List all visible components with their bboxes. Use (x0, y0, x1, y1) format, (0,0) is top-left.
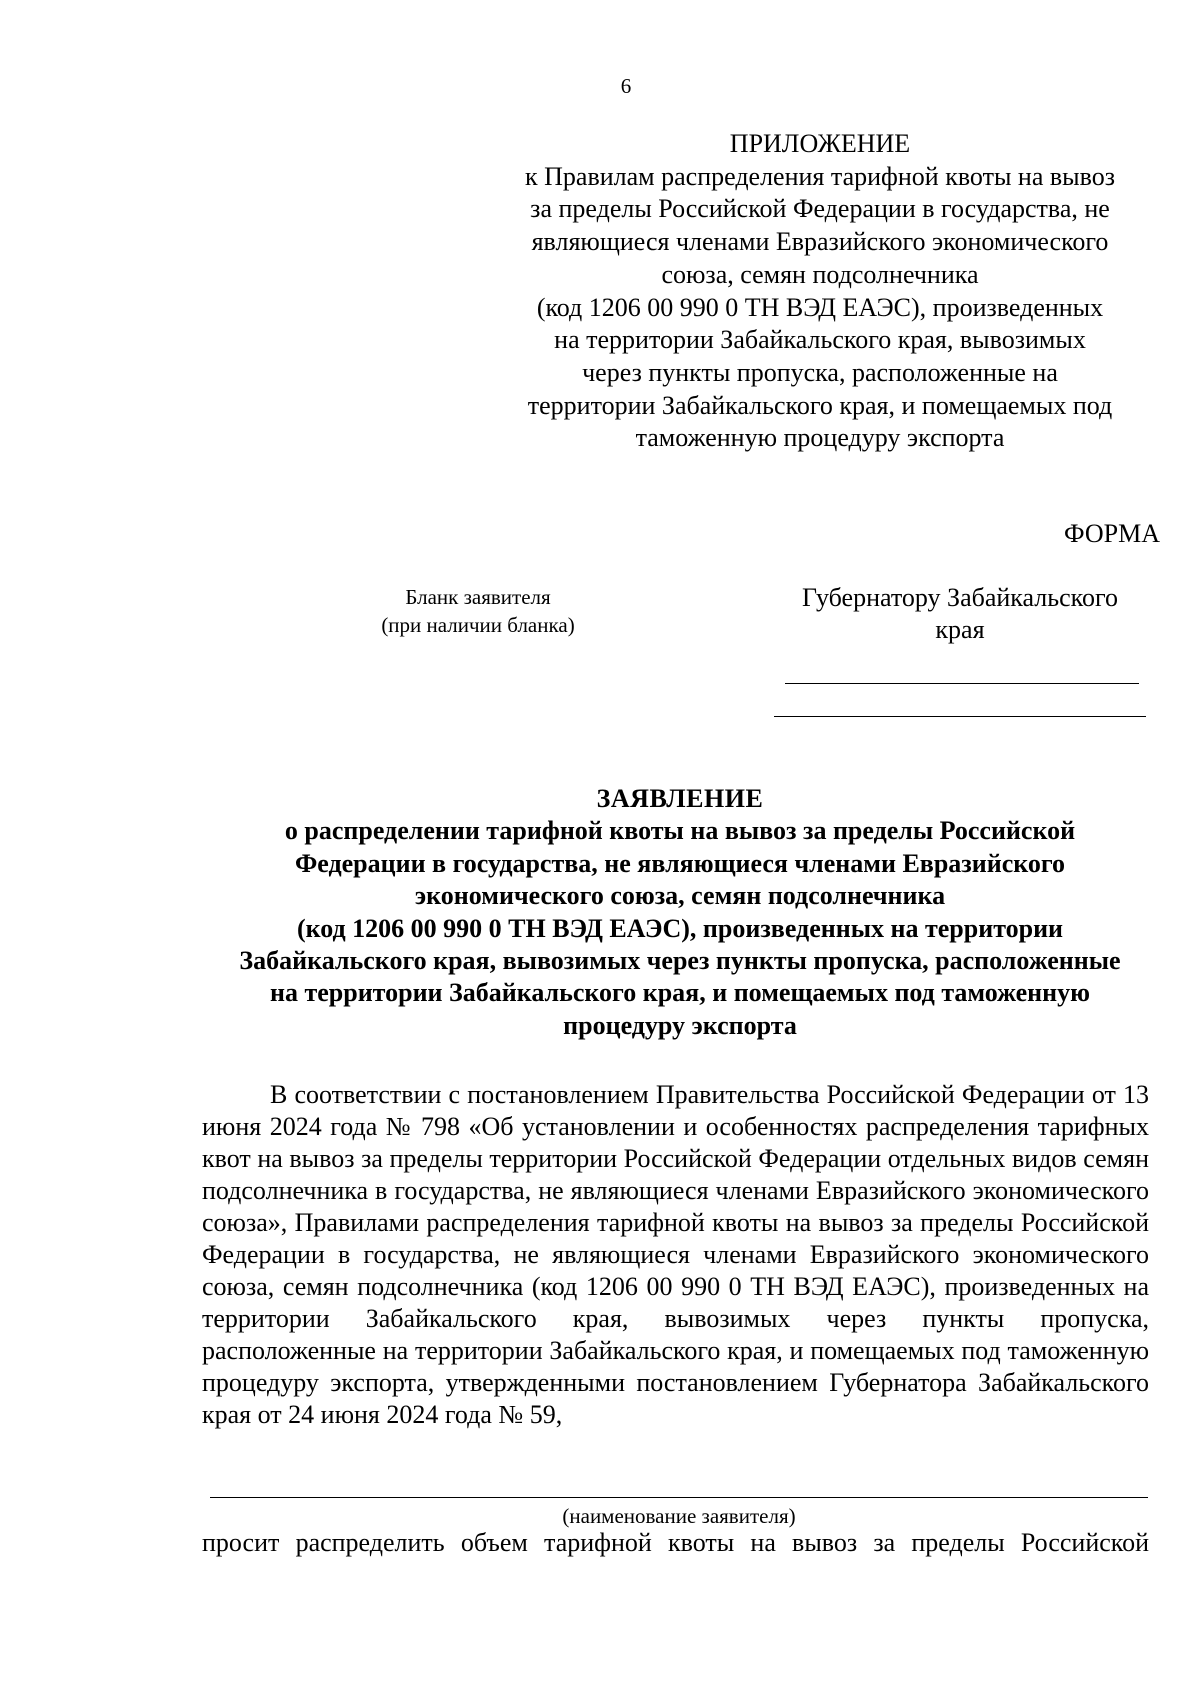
statement-title-line: о распределении тарифной квоты на вывоз за пределы Российской (284, 816, 1076, 846)
statement-heading: ЗАЯВЛЕНИЕ (596, 784, 764, 813)
request-text: просит распределить объем тарифной квоты на вывоз за пределы Российской (202, 1528, 1149, 1557)
appendix-line: таможенную процедуру экспорта (635, 423, 1005, 453)
addressee-line: края (935, 615, 985, 644)
page-number: 6 (620, 74, 632, 98)
statement-title-line: (код 1206 00 990 0 ТН ВЭД ЕАЭС), произведенных на территории (296, 913, 1064, 943)
appendix-line: союза, семян подсолнечника (661, 259, 979, 289)
appendix-line: к Правилам распределения тарифной квоты на вывоз (525, 161, 1115, 191)
statement-title-line: процедуру экспорта (563, 1010, 797, 1040)
appendix-title: ПРИЛОЖЕНИЕ (729, 129, 911, 158)
appendix-line: территории Забайкальского края, и помещаемых под (527, 390, 1113, 420)
appendix-line: (код 1206 00 990 0 ТН ВЭД ЕАЭС), произведенных (536, 292, 1104, 322)
statement-title-line: Забайкальского края, вывозимых через пункты пропуска, расположенные (239, 946, 1121, 976)
applicant-name-line (210, 1497, 1148, 1498)
addressee-block (770, 582, 1150, 646)
applicant-blank-line: Бланк заявителя (405, 585, 551, 609)
addressee-blank-line (785, 683, 1139, 684)
appendix-header (480, 128, 1160, 455)
statement-title (180, 783, 1180, 1042)
statement-title-line: на территории Забайкальского края, и помещаемых под таможенную (269, 978, 1091, 1008)
applicant-name-caption: (наименование заявителя) (562, 1504, 796, 1528)
statement-title-line: Федерации в государства, не являющиеся членами Евразийского (294, 848, 1066, 878)
statement-title-line: экономического союза, семян подсолнечника (414, 881, 946, 911)
applicant-blank-line: (при наличии бланка) (381, 613, 575, 637)
form-label: ФОРМА (1064, 519, 1160, 548)
applicant-blank-note (348, 583, 608, 639)
addressee-blank-line (774, 716, 1146, 717)
appendix-line: за пределы Российской Федерации в государства, не (530, 194, 1110, 224)
addressee-line: Губернатору Забайкальского (801, 583, 1119, 612)
appendix-line: на территории Забайкальского края, вывозимых (554, 325, 1086, 355)
appendix-line: через пункты пропуска, расположенные на (582, 357, 1058, 387)
appendix-line: являющиеся членами Евразийского экономического (531, 227, 1109, 257)
body-paragraph: В соответствии с постановлением Правительства Российской Федерации от 13 июня 2024 года № 798 «Об установлении и особенностях распределения тарифных квот на вывоз за пределы территории Российской Федерации отдельных видов семян подсолнечника в государства, не являющиеся членами Евразийского экономического союза», Правилами распределения тарифной квоты на вывоз за пределы Российской Федерации в государства, не являющиеся членами Евразийского экономического союза, семян подсолнечника (код 1206 00 990 0 ТН ВЭД ЕАЭС), произведенных на территории Забайкальского края, вывозимых через пункты пропуска, расположенные на территории Забайкальского края, и помещаемых под таможенную процедуру экспорта, утвержденными постановлением Губернатора Забайкальского края от 24 июня 2024 года № 59, (202, 1080, 1149, 1429)
